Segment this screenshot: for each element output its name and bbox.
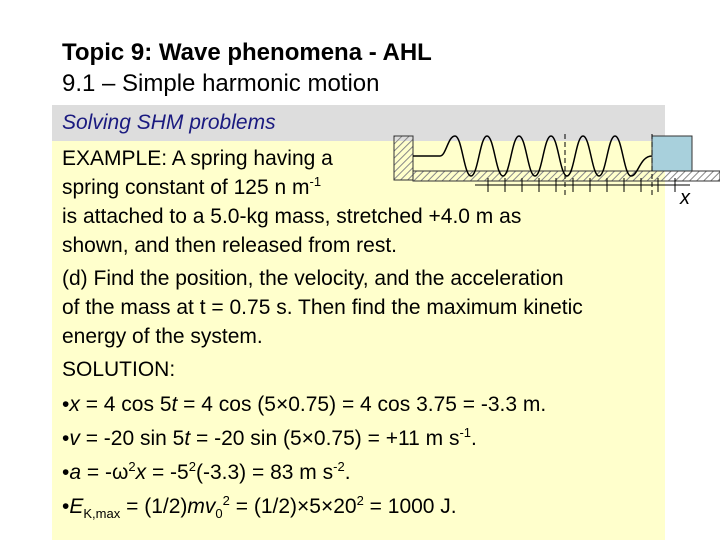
example-line-1: EXAMPLE: A spring having a bbox=[62, 147, 333, 170]
example-line-3: is attached to a 5.0-kg mass, stretched +4.0 m as bbox=[62, 205, 522, 228]
example-line-4: shown, and then released from rest. bbox=[62, 234, 398, 257]
wall bbox=[394, 136, 413, 180]
spring-mass-figure bbox=[392, 132, 720, 200]
solution-ek-line: $•E_{K,max} = (1/2)mv_0^2 = (1/2)\times 5\times 20^2 = 1000$ J. bbox=[62, 493, 457, 522]
example-line-2: spring constant of 125 n $m^{-1}$ bbox=[62, 174, 322, 199]
slide-subtitle: 9.1 – Simple harmonic motion bbox=[62, 70, 380, 97]
slide-title: Topic 9: Wave phenomena - AHL bbox=[62, 39, 432, 66]
solution-x-line: •x = 4 cos 5t = 4 cos (5×0.75) = 4 cos 3.75 = -3.3 m. bbox=[62, 393, 547, 416]
spring bbox=[413, 136, 652, 176]
mass-block bbox=[652, 136, 692, 171]
solution-v-line: •v = -20 sin 5t = -20 sin (5×0.75) = +11 m $s^{-1}$. bbox=[62, 425, 477, 450]
axis-label-x: x bbox=[680, 187, 690, 209]
example-line-5: (d) Find the position, the velocity, and the acceleration bbox=[62, 267, 564, 290]
solution-label: SOLUTION: bbox=[62, 358, 176, 381]
example-line-6: of the mass at t = 0.75 s. Then find the maximum kinetic bbox=[62, 296, 583, 319]
solution-a-line: •a = $-\omega^2x = -5^2(-3.3) = 83$ m $s^{-2}$. bbox=[62, 459, 351, 484]
section-title: Solving SHM problems bbox=[62, 111, 276, 134]
example-line-7: energy of the system. bbox=[62, 325, 263, 348]
